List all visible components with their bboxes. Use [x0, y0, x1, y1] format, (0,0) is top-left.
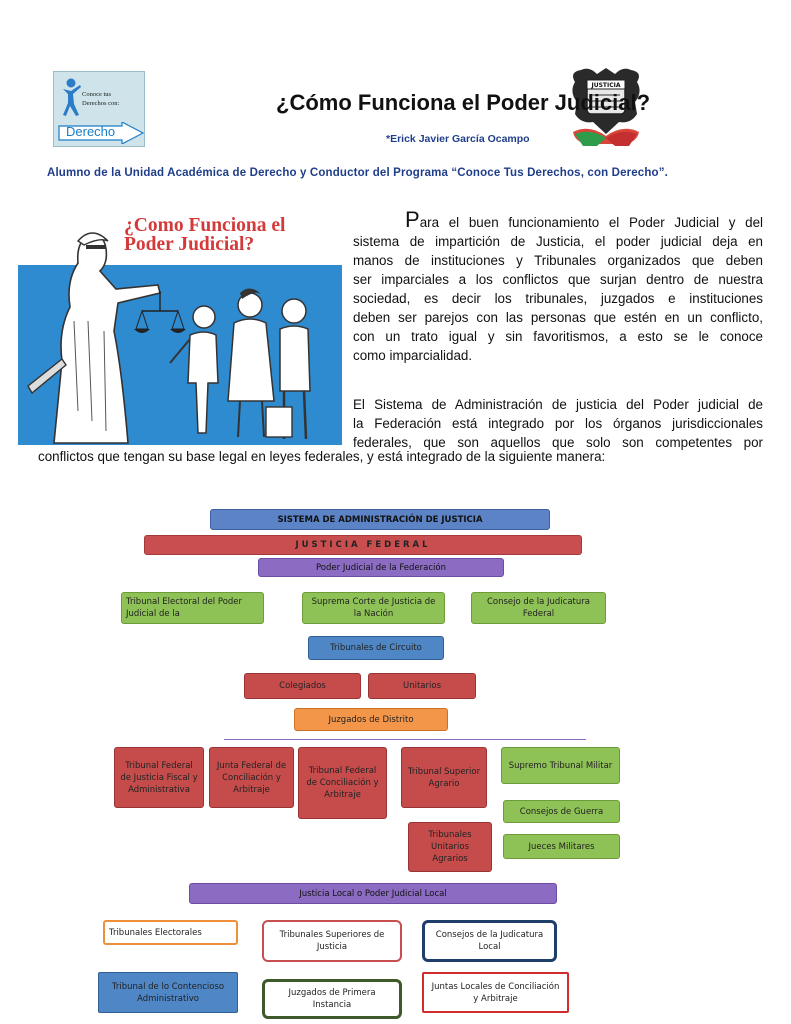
chart-juzgados-distrito: Juzgados de Distrito: [294, 708, 448, 731]
text-line: conflictos que tengan su base legal en leyes federales, y está integrado de la siguiente manera:: [38, 449, 606, 464]
chart-juzgados-primera-instancia: Juzgados de Primera Instancia: [262, 979, 402, 1019]
chart-justicia-local: Justicia Local o Poder Judicial Local: [189, 883, 557, 904]
chart-jueces-militares: Jueces Militares: [503, 834, 620, 859]
chart-tribunal-agrario: Tribunal Superior Agrario: [401, 747, 487, 808]
program-logo: [53, 71, 145, 147]
chart-unitarios-agrarios: Tribunales Unitarios Agrarios: [408, 822, 492, 872]
illustration-title: ¿Como Funciona el Poder Judicial?: [124, 215, 286, 255]
drop-cap: P: [405, 207, 420, 232]
chart-colegiados: Colegiados: [244, 673, 361, 699]
chart-tribunales-electorales: Tribunales Electorales: [103, 920, 238, 945]
text-line: la Federación está integrado por los órganos jurisdiccionales: [353, 416, 763, 431]
chart-consejo-judicatura-federal: Consejo de la Judicatura Federal: [471, 592, 606, 624]
text-line: manos de instituciones y Tribunales organizados que deben: [353, 253, 763, 268]
text-line: ser imparciales a los conflictos que surjan dentro de nuestra: [353, 272, 763, 287]
chart-junta-federal: Junta Federal de Conciliación y Arbitraje: [209, 747, 294, 808]
text-line: sociedad, es decir los tribunales, juzgados e instituciones: [353, 291, 763, 306]
author-affiliation: Alumno de la Unidad Académica de Derecho y Conductor del Programa “Conoce Tus Derechos, con Derecho”.: [47, 167, 668, 179]
chart-supremo-tribunal-militar: Supremo Tribunal Militar: [501, 747, 620, 784]
chart-divider: [224, 739, 586, 740]
chart-contencioso-administrativo: Tribunal de lo Contencioso Administrativo: [98, 972, 238, 1013]
chart-poder-judicial-federacion: Poder Judicial de la Federación: [258, 558, 504, 577]
chart-tribunal-fiscal: Tribunal Federal de Justicia Fiscal y Administrativa: [114, 747, 204, 808]
chart-sistema-administracion: SISTEMA DE ADMINISTRACIÓN DE JUSTICIA: [210, 509, 550, 530]
text-line: federales, que son aquellos que solo son competentes por: [353, 435, 763, 450]
chart-tribunal-conciliacion: Tribunal Federal de Conciliación y Arbitraje: [298, 747, 387, 819]
paragraph-imparcialidad: [353, 207, 763, 365]
text-line: con un trato igual y sin favoritismos, a esto se le conoce: [353, 329, 763, 344]
svg-text:JUSTICIA: JUSTICIA: [591, 82, 621, 89]
chart-unitarios: Unitarios: [368, 673, 476, 699]
text-line: sistema de impartición de Justicia, el poder judicial deja en: [353, 234, 763, 249]
chart-suprema-corte: Suprema Corte de Justicia de la Nación: [302, 592, 445, 624]
chart-tribunales-superiores: Tribunales Superiores de Justicia: [262, 920, 402, 962]
chart-tribunal-electoral: Tribunal Electoral del Poder Judicial de la: [121, 592, 264, 624]
chart-consejos-judicatura-local: Consejos de la Judicatura Local: [422, 920, 557, 962]
page-title: ¿Cómo Funciona el Poder Judicial?: [276, 90, 651, 115]
text-line: Para el buen funcionamiento el Poder Judicial y del: [405, 207, 763, 232]
chart-juntas-locales: Juntas Locales de Conciliación y Arbitraje: [422, 972, 569, 1013]
chart-justicia-federal: JUSTICIA FEDERAL: [144, 535, 582, 555]
logo-word: Derecho: [66, 124, 116, 139]
author-name: *Erick Javier García Ocampo: [386, 133, 530, 145]
logo-text: Conoce tus Derechos con:: [82, 91, 120, 107]
paragraph-sistema: [353, 395, 763, 452]
justice-illustration: [18, 211, 342, 445]
text-line: como imparcialidad.: [353, 348, 473, 363]
chart-consejos-guerra: Consejos de Guerra: [503, 800, 620, 823]
text-line: deben ser parejos con las personas que estén en un conflicto,: [353, 310, 763, 325]
text-line: El Sistema de Administración de justicia del Poder judicial de: [353, 397, 763, 412]
chart-tribunales-circuito: Tribunales de Circuito: [308, 636, 444, 660]
